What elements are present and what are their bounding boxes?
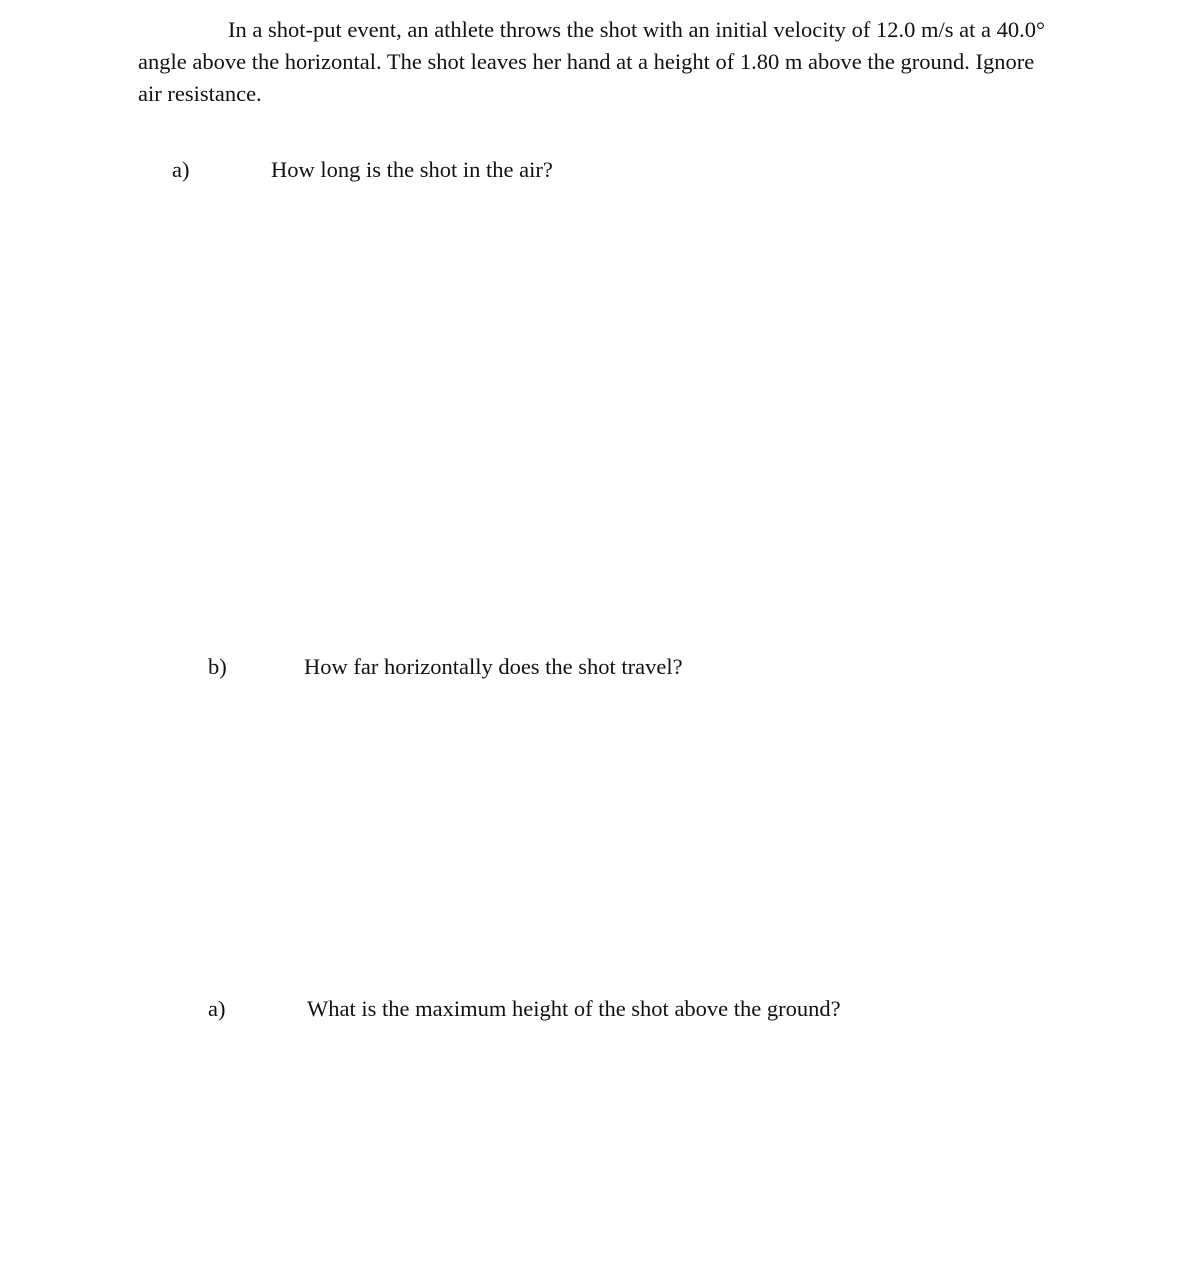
problem-statement: In a shot-put event, an athlete throws the shot with an initial velocity of 12.0 m/s at a 40.0° angle above the horizontal. The shot leaves her hand at a height of 1.80 m above the ground. Ignore air resistance. <box>138 17 1045 106</box>
question-label: b) <box>208 654 227 679</box>
question-text: How far horizontally does the shot travel? <box>304 654 683 679</box>
question-b <box>0 652 1179 684</box>
question-label: a) <box>172 157 190 182</box>
question-text: What is the maximum height of the shot above the ground? <box>307 996 841 1021</box>
question-text: How long is the shot in the air? <box>271 157 553 182</box>
question-label: a) <box>208 996 226 1021</box>
question-a <box>0 155 1179 187</box>
question-c <box>0 994 1179 1026</box>
